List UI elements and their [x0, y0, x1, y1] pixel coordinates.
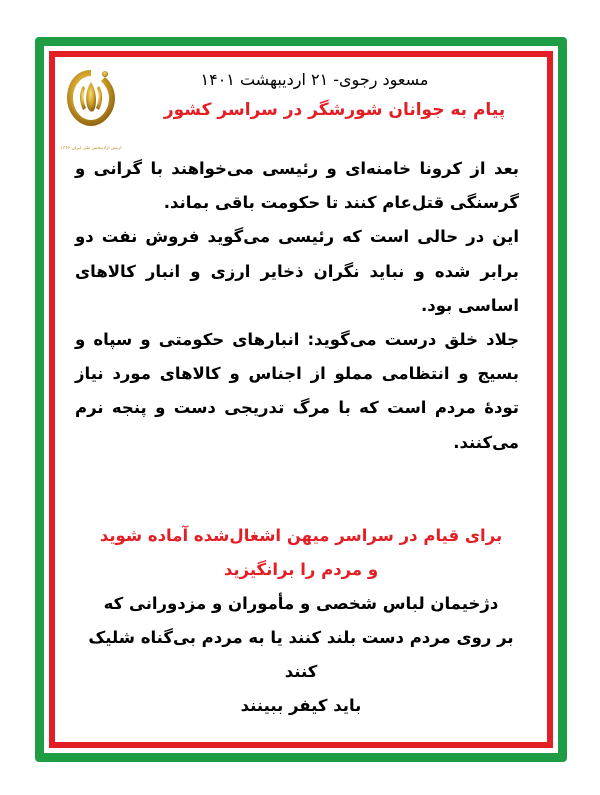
- byline: مسعود رجوی- ۲۱ اردیبهشت ۱۴۰۱: [200, 70, 429, 89]
- header: [150, 69, 519, 129]
- body-text: [75, 152, 519, 460]
- nla-logo: [58, 62, 124, 160]
- call-black-line-3: باید کیفر ببینند: [240, 696, 362, 715]
- call-to-action: [75, 519, 527, 723]
- document-page: [55, 57, 547, 742]
- call-red-line-2: و مردم را برانگیزید: [223, 560, 379, 579]
- document-title: پیام به جوانان شورشگر در سراسر کشور: [163, 100, 506, 120]
- call-black-line-1: دژخیمان لباس شخصی و مأموران و مزدورانی که: [103, 594, 499, 613]
- call-red-line-1: برای قیام در سراسر میهن اشغال‌شده آماده شوید: [99, 526, 503, 545]
- nla-emblem-icon: [61, 62, 121, 142]
- call-black-line-2: بر روی مردم دست بلند کنند یا به مردم بی‌گناه شلیک کنند: [88, 628, 514, 681]
- paragraph-2: این در حالی است که رئیسی می‌گوید فروش نفت دو برابر شده و نباید نگران ذخایر ارزی و انبار کالاهای اساسی بود.: [75, 227, 519, 315]
- paragraph-1: بعد از کرونا خامنه‌ای و رئیسی می‌خواهند با گرانی و گرسنگی قتل‌عام کنند تا حکومت باقی بماند.: [75, 159, 519, 213]
- paragraph-3: جلاد خلق درست می‌گوید: انبارهای حکومتی و سپاه و بسیج و انتظامی مملو از اجناس و کالاهای مورد نیاز تودهٔ مردم است که با مرگ تدریجی دست و پنجه نرم می‌کنند.: [75, 330, 519, 452]
- logo-caption: ارتش آزادیبخش ملی ایران ۱۳۶۶: [60, 146, 122, 151]
